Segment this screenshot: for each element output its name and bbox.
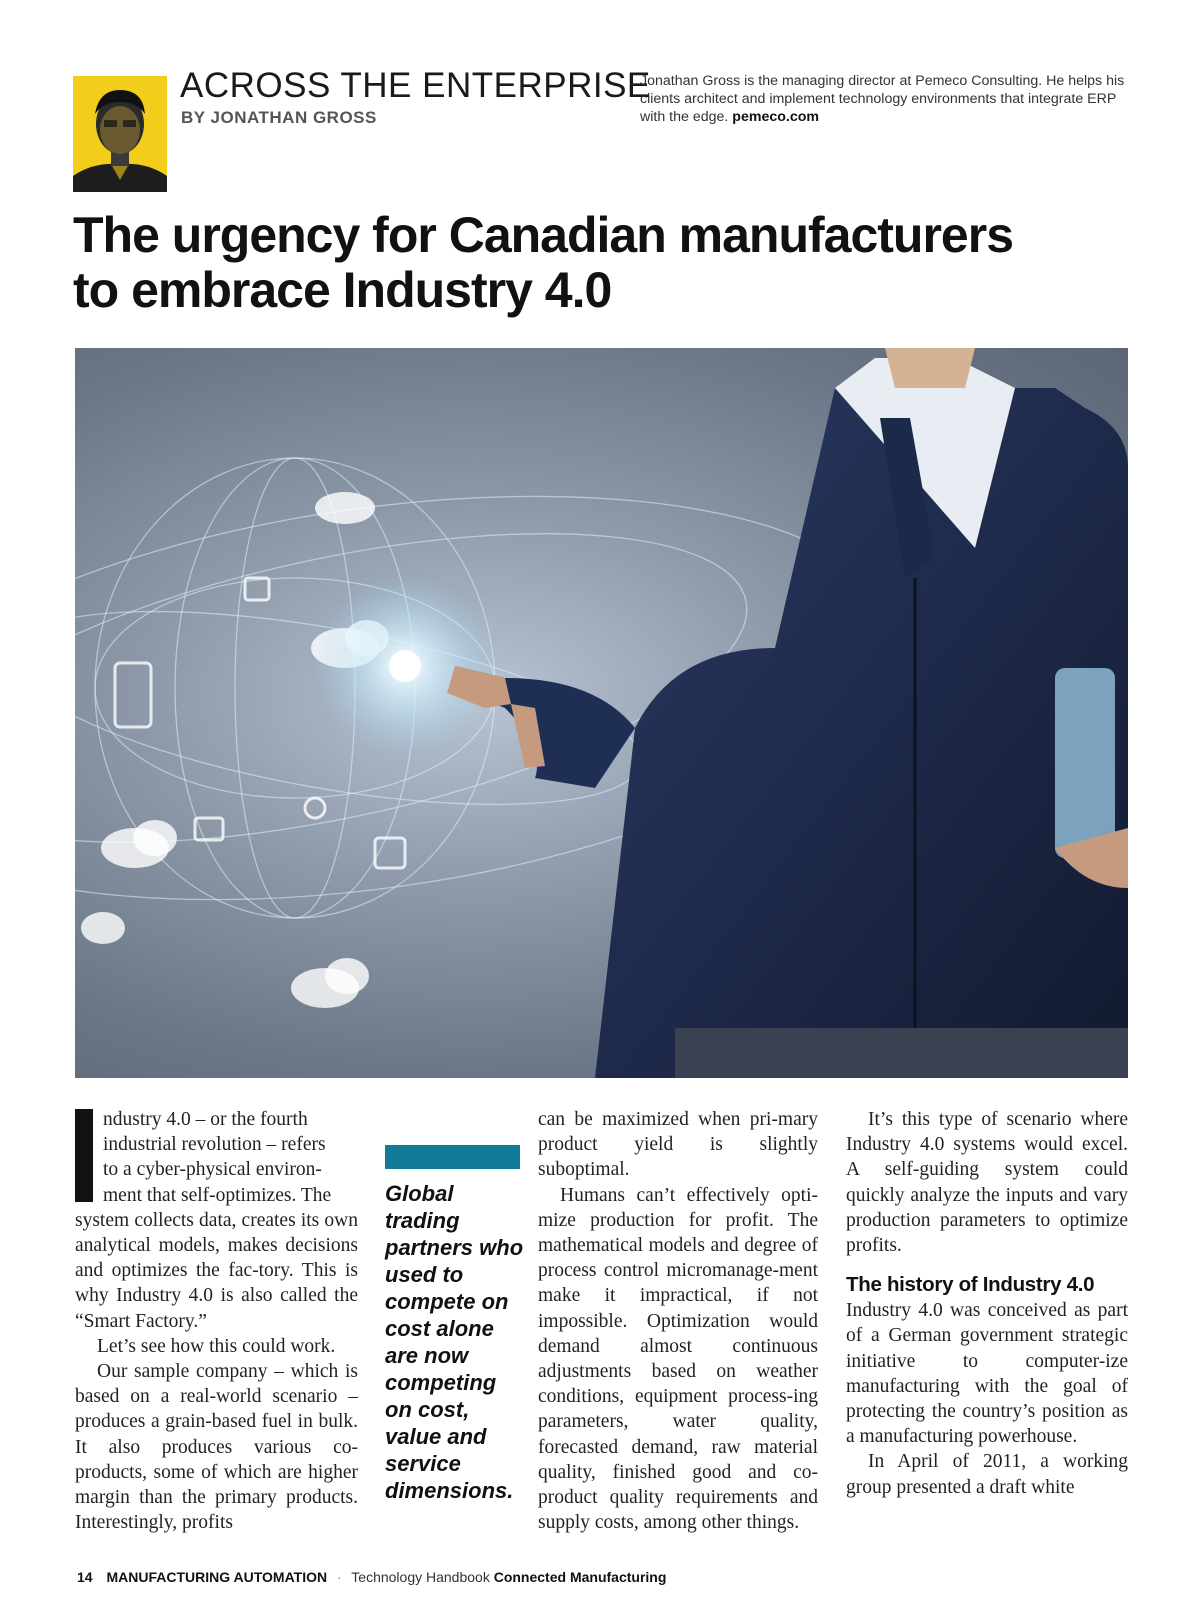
body-column-2 <box>538 1107 818 1535</box>
industry-network-illustration <box>75 348 1128 1078</box>
dropcap-line-2: industrial revolution – refers <box>103 1134 326 1156</box>
title-line-2: to embrace Industry 4.0 <box>73 262 612 318</box>
pullquote-accent-bar <box>385 1145 520 1169</box>
footer-separator: · <box>336 1569 342 1585</box>
body-column-1 <box>75 1107 358 1535</box>
column-name: ACROSS THE ENTERPRISE <box>180 66 651 105</box>
paragraph-5: Humans can’t effectively opti-mize production for profit. The mathematical models and degree of process control micromanage-ment make it impractical, if not impossible. Optimization would demand almost continuous adjustments based on weather conditions, equipment process-ing parameters, water quality, forecasted demand, raw material quality, finished good and co-product quality requirements and supply costs, among other things. <box>538 1184 818 1534</box>
dropcap-line-4: ment that self-optimizes. The <box>103 1184 332 1206</box>
paragraph-3: Our sample company – which is based on a real-world scenario – produces a grain-based fuel in bulk. It also produces various co-products, some of which are higher margin than the primary products. Interestingly, profits <box>75 1361 358 1534</box>
bio-link[interactable]: pemeco.com <box>732 109 820 125</box>
paragraph-6: It’s this type of scenario where Industry 4.0 systems would excel. A self-guiding system could quickly analyze the inputs and vary production parameters to optimize profits. <box>846 1109 1128 1257</box>
hero-photo <box>75 348 1128 1078</box>
section-name: Connected Manufacturing <box>493 1569 667 1585</box>
bio-text: Jonathan Gross is the managing director at Pemeco Consulting. He helps his clients architect and implement technology environments that integrate ERP with the edge. <box>640 73 1125 125</box>
paragraph-8: In April of 2011, a working group presented a draft white <box>846 1451 1128 1498</box>
dropcap-line-1: ndustry 4.0 – or the fourth <box>103 1109 308 1130</box>
author-portrait-graphic <box>73 76 167 192</box>
body-column-3 <box>846 1107 1128 1500</box>
author-bio <box>640 72 1145 126</box>
page-footer <box>77 1569 666 1585</box>
author-photo <box>73 76 167 192</box>
section-heading-history: The history of Industry 4.0 <box>846 1273 1095 1297</box>
paragraph-7: Industry 4.0 was conceived as part of a German government strategic initiative to computer-ize manufacturing with the goal of protecting the country’s position as a manufacturing powerhouse. <box>846 1300 1128 1448</box>
paragraph-2: Let’s see how this could work. <box>97 1335 336 1357</box>
handbook-name: Technology Handbook <box>351 1569 490 1585</box>
paragraph-1-rest: system collects data, creates its own analytical models, makes decisions and optimizes the fac-tory. This is why Industry 4.0 is also called the “Smart Factory.” <box>75 1209 358 1332</box>
article-title <box>73 208 1153 318</box>
pullquote: Global trading partners who used to compete on cost alone are now competing on cost, value and service dimensions. <box>385 1181 524 1503</box>
byline: BY JONATHAN GROSS <box>181 108 377 127</box>
title-line-1: The urgency for Canadian manufacturers <box>73 207 1014 263</box>
dropcap-line-3: to a cyber-physical environ- <box>103 1159 322 1181</box>
magazine-name: MANUFACTURING AUTOMATION <box>106 1569 328 1585</box>
paragraph-4: can be maximized when pri-mary product yield is slightly suboptimal. <box>538 1109 818 1181</box>
page-number: 14 <box>77 1569 93 1585</box>
